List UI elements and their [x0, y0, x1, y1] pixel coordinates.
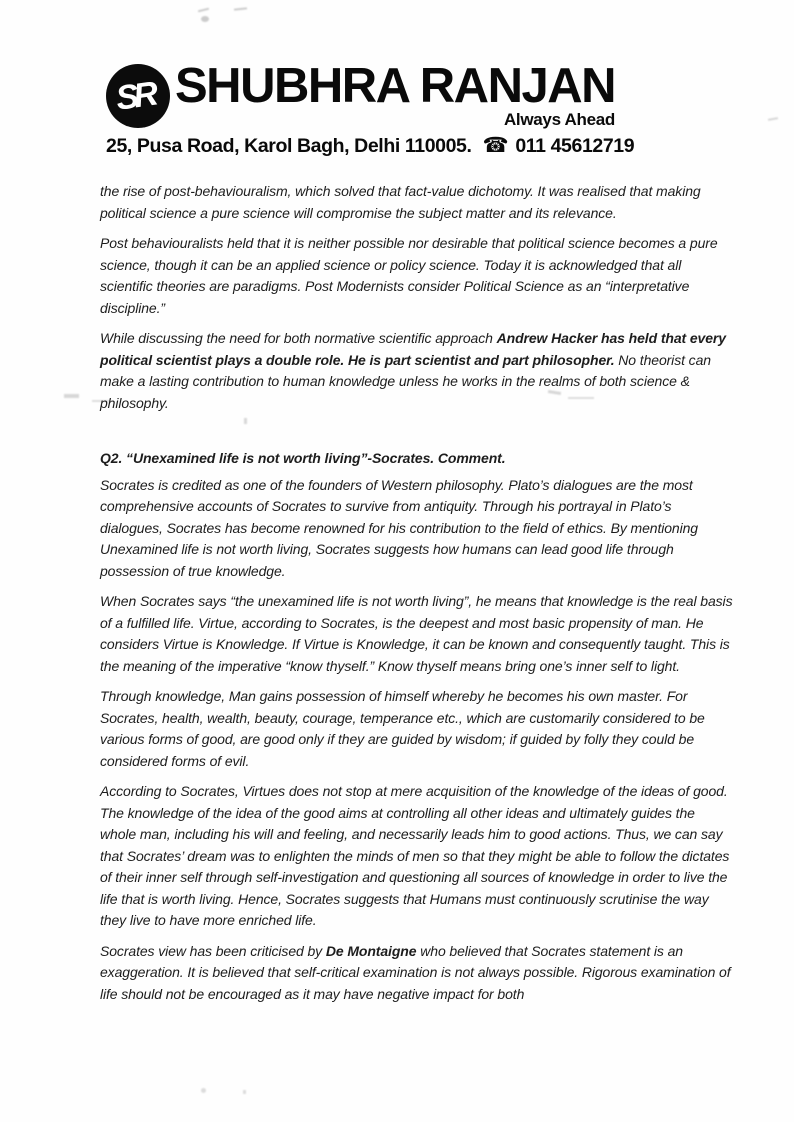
- brand-logo-icon: [106, 64, 170, 128]
- phone-icon: ☎: [482, 133, 509, 157]
- bold-text-run: Andrew Hacker has held that every political scientist plays a double role. He is part scientist and part philosopher.: [100, 330, 726, 368]
- paragraph: [100, 591, 734, 677]
- paragraph: [100, 233, 734, 319]
- scan-artifact: [768, 117, 778, 121]
- brand-tagline: Always Ahead: [503, 109, 615, 129]
- brand-text: [175, 59, 615, 130]
- scan-artifact: [201, 1088, 206, 1093]
- logo-monogram: SR: [113, 74, 157, 118]
- scan-artifact: [234, 7, 247, 10]
- text-run: Socrates is credited as one of the founders of Western philosophy. Plato’s dialogues are the most comprehensive accounts of Socrates to survive from antiquity. Through his portrayal in Plato’s dialogues, Socrates has become renowned for his contribution to the field of ethics. By mentioning Unexamined life is not worth living, Socrates suggests how humans can lead good life through possession of true knowledge.: [100, 476, 698, 579]
- text-run: When Socrates says “the unexamined life is not worth living”, he means that knowledge is the real basis of a fulfilled life. Virtue, according to Socrates, is the deepest and most basic propensity of man. He considers Virtue is Knowledge. If Virtue is Knowledge, it can be known and consequently taught. This is the meaning of the imperative “know thyself.” Know thyself means bring one’s inner self to light.: [100, 593, 733, 674]
- text-run: who believed that Socrates statement is an exaggeration. It is believed that self-critical examination is not always possible. Rigorous examination of life should not be encouraged as it may have negative impact for both: [100, 942, 731, 1002]
- text-run: the rise of post-behaviouralism, which solved that fact-value dichotomy. It was realised that making political science a pure science will compromise the subject matter and its relevance.: [100, 183, 701, 221]
- question-heading: [100, 448, 734, 470]
- paragraph: [100, 181, 734, 224]
- address-line: [106, 133, 634, 158]
- bold-text-run: De Montaigne: [325, 942, 417, 959]
- paragraph: [100, 475, 734, 583]
- brand-name: SHUBHRA RANJAN: [175, 59, 615, 113]
- scan-artifact: [201, 16, 209, 22]
- phone-number: 011 45612719: [515, 134, 635, 157]
- scan-artifact: [64, 394, 79, 398]
- text-run: Through knowledge, Man gains possession of himself whereby he becomes his own master. For Socrates, health, wealth, beauty, courage, temperance etc., which are customarily considered to be various forms of good, are good only if they are guided by wisdom; if guided by folly they could be considered forms of evil.: [100, 688, 705, 769]
- paragraph: [100, 686, 734, 772]
- text-run: Socrates view has been criticised by: [100, 942, 326, 959]
- scan-artifact: [243, 1090, 246, 1094]
- text-run: According to Socrates, Virtues does not stop at mere acquisition of the knowledge of the ideas of good. The knowledge of the idea of the good aims at controlling all other ideas and ultimately guides the whole man, including his will and feeling, and necessarily leads him to good actions. Thus, we can say that Socrates’ dream was to enlighten the minds of men so that they might be able to follow the dictates of their inner self through self-investigation and questioning all sources of knowledge in order to live the life that is worth living. Hence, Socrates suggests that Humans must continuously scrutinise the way they live to have more enriched life.: [100, 783, 730, 928]
- paragraph: [100, 941, 734, 1006]
- paragraph: [100, 328, 734, 414]
- address-text: 25, Pusa Road, Karol Bagh, Delhi 110005.: [106, 134, 472, 157]
- document-body: [100, 181, 734, 1014]
- scan-artifact: [198, 8, 209, 13]
- bold-text-run: Q2. “Unexamined life is not worth living”-Socrates. Comment.: [100, 450, 506, 466]
- text-run: No theorist can make a lasting contribution to human knowledge unless he works in the realms of both science & philosophy.: [100, 351, 711, 411]
- letterhead: [106, 59, 635, 158]
- brand-row: [106, 59, 634, 130]
- text-run: Post behaviouralists held that it is neither possible nor desirable that political science becomes a pure science, though it can be an applied science or policy science. Today it is acknowledged that all scientific theories are paradigms. Post Modernists consider Political Science as an “interpretative discipline.”: [100, 235, 718, 316]
- text-run: While discussing the need for both normative scientific approach: [100, 330, 497, 346]
- paragraph: [100, 781, 734, 932]
